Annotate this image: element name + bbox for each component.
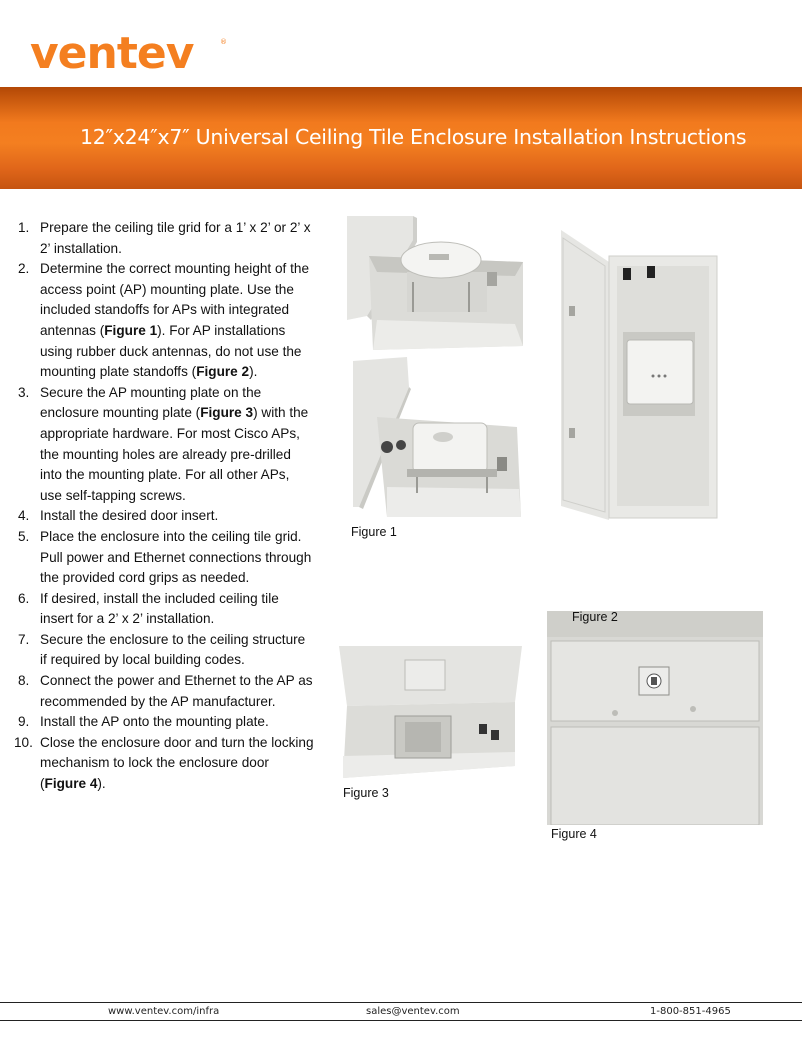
- step-number: 7.: [18, 631, 30, 647]
- step-text-part: Prepare the ceiling tile grid for a 1’ x 2’ or 2’ x 2’ installation.: [40, 220, 311, 256]
- step-text-part: Install the desired door insert.: [40, 508, 219, 524]
- figure-reference: Figure 2: [196, 364, 250, 380]
- figure-1-caption: Figure 1: [351, 525, 397, 539]
- footer-top-rule: [0, 1002, 802, 1003]
- step-item: [14, 630, 314, 671]
- step-text-part: Secure the enclosure to the ceiling structure if required by local building codes.: [40, 631, 306, 668]
- step-text: [40, 735, 314, 791]
- figure-reference: Figure 4: [44, 776, 98, 792]
- step-text: [40, 529, 311, 585]
- step-item: [14, 712, 314, 733]
- step-text: [40, 714, 269, 729]
- figure-2-caption: Figure 2: [572, 610, 618, 624]
- step-text-part: Install the AP onto the mounting plate.: [40, 714, 269, 730]
- step-text: [40, 220, 311, 256]
- figure-1-bottom-photo: [347, 357, 527, 520]
- document-title: 12″x24″x7″ Universal Ceiling Tile Enclosure Installation Instructions: [80, 125, 747, 149]
- footer-website: www.ventev.com/infra: [108, 1006, 220, 1017]
- figure-3-caption: Figure 3: [343, 786, 389, 800]
- step-text-part: If desired, install the included ceiling tile insert for a 2’ x 2’ installation.: [40, 590, 279, 627]
- step-text: [40, 632, 305, 668]
- step-text-part: ).: [249, 364, 258, 380]
- step-text: [40, 385, 308, 503]
- step-item: [14, 506, 314, 527]
- step-text: [40, 261, 309, 379]
- figure-4-photo: [547, 611, 763, 825]
- step-item: [14, 527, 314, 589]
- figure-1-top-photo: [347, 216, 527, 350]
- figure-3-photo: [339, 646, 522, 779]
- installation-steps-list: [14, 218, 314, 795]
- step-text: [40, 673, 313, 709]
- step-number: 4.: [18, 508, 30, 524]
- step-number: 1.: [18, 220, 30, 235]
- figure-4-caption: Figure 4: [551, 827, 597, 841]
- step-number: 8.: [18, 673, 30, 689]
- step-text-part: Close the enclosure door and turn the locking mechanism to lock the enclosure door (: [40, 734, 314, 792]
- step-number: 10.: [14, 734, 33, 750]
- registered-mark: ®: [220, 38, 227, 46]
- ventev-logo: [30, 30, 230, 76]
- step-text-part: Place the enclosure into the ceiling tile grid. Pull power and Ethernet connections through the provided cord grips as needed.: [40, 528, 312, 586]
- step-item: [14, 733, 314, 795]
- step-text-part: ) with the appropriate hardware. For most Cisco APs, the mounting holes are already pre-drilled into the mounting plate. For all other APs, use self-tapping screws.: [40, 405, 309, 503]
- step-text-part: Secure the AP mounting plate on the enclosure mounting plate (: [40, 384, 262, 421]
- step-item: [14, 259, 314, 383]
- step-text-part: Determine the correct mounting height of the access point (AP) mounting plate. Use the included standoffs for APs with integrated antennas (: [40, 261, 310, 338]
- step-text-part: ).: [97, 776, 106, 792]
- step-number: 5.: [18, 528, 30, 544]
- step-text-part: Connect the power and Ethernet to the AP as recommended by the AP manufacturer.: [40, 673, 313, 709]
- figure-2-photo: [561, 228, 719, 520]
- step-text-part: ). For AP installations using rubber duck antennas, do not use the mounting plate standoffs (: [40, 322, 302, 380]
- step-number: 2.: [18, 261, 30, 277]
- footer-phone: 1-800-851-4965: [650, 1006, 731, 1017]
- logo-wordmark: ventev: [30, 30, 194, 76]
- figure-reference: Figure 1: [104, 322, 158, 338]
- footer-email: sales@ventev.com: [366, 1006, 460, 1017]
- step-text: [40, 508, 218, 523]
- footer-bottom-rule: [0, 1020, 802, 1021]
- step-item: [14, 589, 314, 630]
- step-number: 3.: [18, 384, 30, 400]
- step-item: [14, 383, 314, 507]
- step-number: 6.: [18, 590, 30, 606]
- step-item: [14, 671, 314, 712]
- figure-reference: Figure 3: [200, 405, 254, 421]
- step-text: [40, 591, 279, 627]
- step-number: 9.: [18, 714, 30, 730]
- ventev-logo-mark: [30, 30, 230, 76]
- step-item: [14, 218, 314, 259]
